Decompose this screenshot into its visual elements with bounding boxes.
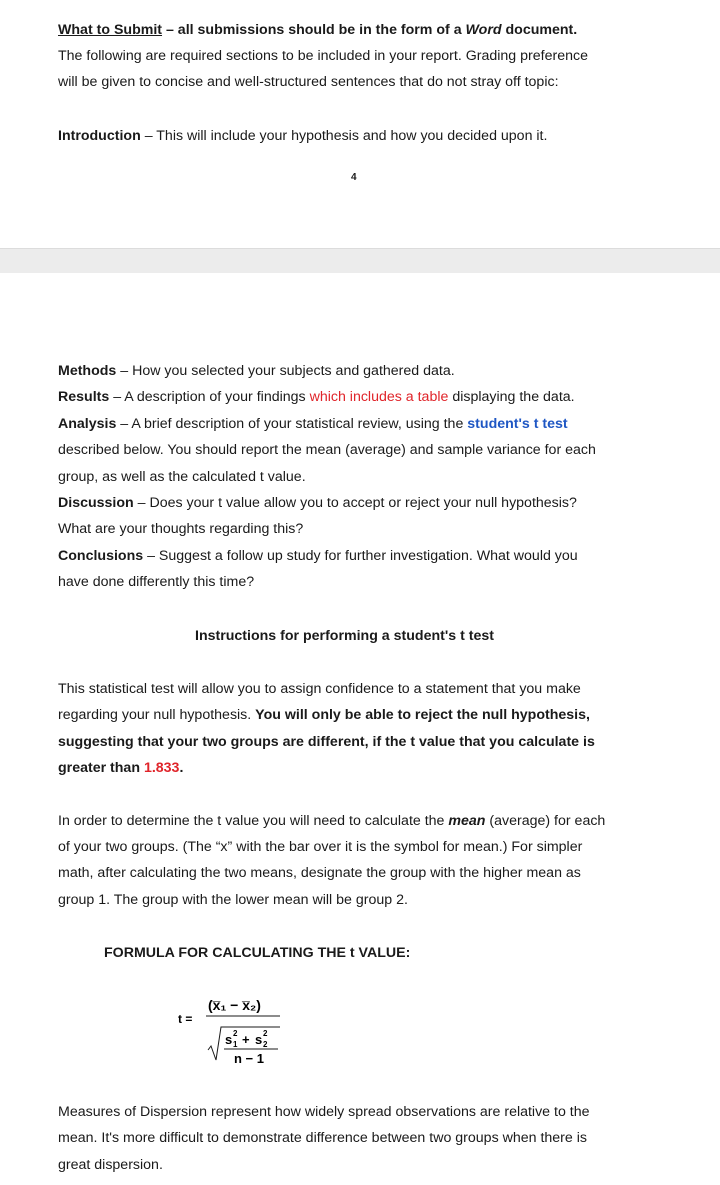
paragraph-2-line-1: [58, 811, 605, 831]
p1-line4-end: .: [179, 760, 184, 776]
intro-line-1: The following are required sections to be included in your report. Grading preference: [58, 48, 588, 64]
formula-lhs: t =: [178, 1012, 193, 1026]
paragraph-1-line-2: [58, 705, 590, 725]
formula-s2: s: [255, 1032, 263, 1047]
submit-line: [58, 20, 577, 40]
formula-denominator: n − 1: [234, 1051, 264, 1066]
introduction-text: – This will include your hypothesis and how you decided upon it.: [140, 128, 548, 144]
t-test-formula: [178, 970, 298, 1066]
p2-mean-word: mean: [448, 813, 486, 829]
results-label: Results: [58, 389, 110, 405]
analysis-label: Analysis: [58, 416, 117, 432]
document-page-1: [0, 0, 720, 248]
formula-s1-sub: 1: [233, 1040, 238, 1049]
formula-heading: FORMULA FOR CALCULATING THE t VALUE:: [104, 945, 411, 961]
introduction-label: Introduction: [58, 128, 141, 144]
conclusions-line-2: have done differently this time?: [58, 574, 255, 590]
dispersion-line-2: mean. It's more difficult to demonstrate difference between two groups when there is: [58, 1130, 587, 1146]
conclusions-line: [58, 546, 578, 566]
formula-numerator: (x̅₁ − x̅₂): [208, 997, 261, 1013]
p2-line1-end: (average) for each: [485, 813, 606, 829]
analysis-line: [58, 414, 568, 434]
methods-label: Methods: [58, 363, 117, 379]
formula-s1: s: [225, 1032, 233, 1047]
results-highlight: which includes a table: [309, 389, 449, 405]
paragraph-1-line-3: suggesting that your two groups are different, if the t value that you calculate is: [58, 734, 595, 750]
page-break: [0, 248, 720, 274]
formula-s2-sub: 2: [263, 1040, 268, 1049]
dispersion-line-3: great dispersion.: [58, 1157, 163, 1173]
analysis-text: – A brief description of your statistical review, using the: [116, 416, 468, 432]
results-text-2: displaying the data.: [448, 389, 575, 405]
p1-line4-text: greater than: [58, 760, 144, 776]
analysis-line-3: group, as well as the calculated t value.: [58, 469, 306, 485]
paragraph-2-line-2: of your two groups. (The “x” with the bar over it is the symbol for mean.) For simpler: [58, 839, 583, 855]
submit-doc: document.: [501, 22, 578, 38]
conclusions-label: Conclusions: [58, 548, 144, 564]
discussion-line-2: What are your thoughts regarding this?: [58, 521, 304, 537]
formula-graphic: [178, 970, 298, 1066]
discussion-label: Discussion: [58, 495, 134, 511]
page-number: 4: [351, 172, 357, 183]
t-critical-value: 1.833: [143, 760, 180, 776]
formula-s1-sup: 2: [233, 1029, 238, 1038]
formula-s2-sup: 2: [263, 1029, 268, 1038]
results-line: [58, 387, 575, 407]
p2-line1-text: In order to determine the t value you will need to calculate the: [58, 813, 449, 829]
analysis-line-2: described below. You should report the mean (average) and sample variance for each: [58, 442, 596, 458]
p1-line2-text: regarding your null hypothesis.: [58, 707, 256, 723]
introduction-line: [58, 126, 547, 146]
discussion-text: – Does your t value allow you to accept or reject your null hypothesis?: [133, 495, 577, 511]
paragraph-2-line-3: math, after calculating the two means, designate the group with the higher mean as: [58, 865, 581, 881]
analysis-highlight: student's t test: [467, 416, 568, 432]
document-page-2: [0, 273, 720, 1185]
dispersion-line-1: Measures of Dispersion represent how widely spread observations are relative to the: [58, 1104, 590, 1120]
submit-rest: – all submissions should be in the form of a: [162, 22, 466, 38]
discussion-line: [58, 493, 577, 513]
instructions-heading: Instructions for performing a student's t test: [195, 628, 494, 644]
methods-line: [58, 361, 455, 381]
formula-plus: +: [242, 1032, 250, 1047]
conclusions-text: – Suggest a follow up study for further investigation. What would you: [143, 548, 578, 564]
paragraph-1-line-4: [58, 758, 183, 778]
paragraph-2-line-4: group 1. The group with the lower mean will be group 2.: [58, 892, 408, 908]
submit-word: Word: [465, 22, 502, 38]
paragraph-1-line-1: This statistical test will allow you to assign confidence to a statement that you make: [58, 681, 581, 697]
results-text: – A description of your findings: [109, 389, 310, 405]
intro-line-2: will be given to concise and well-structured sentences that do not stray off topic:: [58, 74, 559, 90]
submit-heading: What to Submit: [58, 22, 163, 38]
methods-text: – How you selected your subjects and gathered data.: [116, 363, 455, 379]
p1-line2-bold: You will only be able to reject the null hypothesis,: [255, 707, 590, 723]
